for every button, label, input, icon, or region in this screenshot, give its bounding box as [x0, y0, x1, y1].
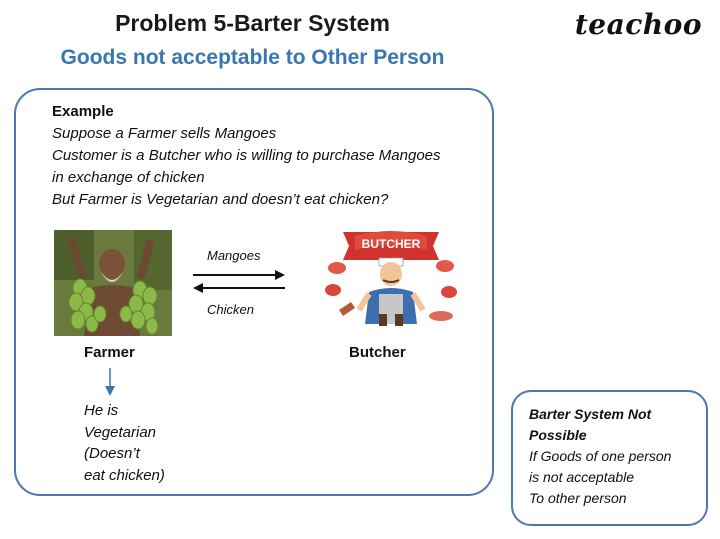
conclusion-line-1: If Goods of one person [529, 448, 672, 464]
butcher-image [321, 218, 461, 328]
exchange-arrows [191, 248, 287, 318]
exchange-arrows-icon [191, 266, 287, 296]
conclusion-title-line-1: Barter System Not [529, 406, 652, 422]
teachoo-logo: teachoo [574, 8, 702, 41]
page-title: Problem 5-Barter System [115, 10, 390, 36]
mangoes-label: Mangoes [207, 248, 261, 263]
example-line-4: But Farmer is Vegetarian and doesn’t eat chicken? [52, 191, 389, 208]
page-subtitle: Goods not acceptable to Other Person [60, 46, 445, 69]
butcher-banner-text: BUTCHER [361, 237, 421, 251]
butcher-label: Butcher [349, 344, 406, 361]
example-line-3: in exchange of chicken [52, 169, 205, 186]
chicken-label: Chicken [207, 302, 254, 317]
farmer-note [84, 400, 165, 486]
farmer-note-line-1: He is [84, 402, 119, 419]
farmer-note-line-3: (Doesn’t [84, 445, 140, 462]
conclusion-box [511, 390, 708, 526]
farmer-note-line-2: Vegetarian [84, 423, 156, 441]
conclusion-line-2: is not acceptable [529, 469, 635, 485]
farmer-note-line-4: eat chicken) [84, 466, 165, 484]
conclusion-line-3: To other person [529, 490, 627, 506]
example-heading: Example [52, 103, 114, 120]
farmer-image [54, 230, 172, 336]
conclusion-title-line-2: Possible [529, 427, 587, 443]
example-line-1: Suppose a Farmer sells Mangoes [52, 125, 277, 142]
example-line-2: Customer is a Butcher who is willing to purchase Mangoes [52, 147, 441, 164]
down-arrow-icon [105, 368, 115, 396]
farmer-label: Farmer [84, 344, 135, 361]
example-box [14, 88, 494, 496]
